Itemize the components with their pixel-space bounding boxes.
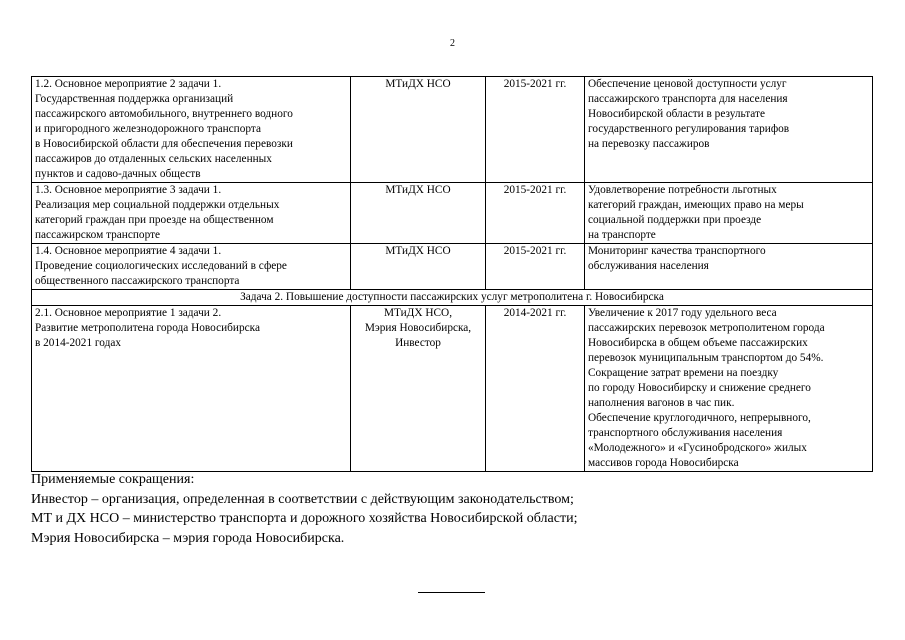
- period-cell: 2015-2021 гг.: [486, 244, 585, 290]
- abbreviation-item: Инвестор – организация, определенная в соответствии с действующим законодательством;: [31, 491, 574, 507]
- abbreviation-item: Мэрия Новосибирска – мэрия города Новосибирска.: [31, 530, 345, 546]
- abbreviations-title: Применяемые сокращения:: [31, 472, 195, 487]
- result-cell: Удовлетворение потребности льготных категорий граждан, имеющих право на меры социальной поддержки при проезде на транспорте: [585, 183, 873, 244]
- activity-name-cell: 1.2. Основное мероприятие 2 задачи 1. Государственная поддержка организаций пассажирского автомобильного, внутреннего водного и пригородного железнодорожного транспорта в Новосибирской области для обеспечения перевозки пассажиров до отдаленных сельских населенных пунктов и садово-дачных обществ: [32, 77, 351, 183]
- page-number: 2: [450, 38, 455, 49]
- table-row: [32, 77, 873, 183]
- activities-table: [31, 76, 873, 472]
- table-row: [32, 244, 873, 290]
- abbreviation-item: МТ и ДХ НСО – министерство транспорта и дорожного хозяйства Новосибирской области;: [31, 511, 578, 526]
- result-cell: Увеличение к 2017 году удельного веса пассажирских перевозок метрополитеном города Новосибирска в общем объеме пассажирских перевозок муниципальным транспортом до 54%. Сокращение затрат времени на поездку по городу Новосибирску и снижение среднего наполнения вагонов в час пик. Обеспечение круглогодичного, непрерывного, транспортного обслуживания населения «Молодежного» и «Гусинобродского» жилых массивов города Новосибирска: [585, 306, 873, 472]
- period-cell: 2015-2021 гг.: [486, 183, 585, 244]
- table-row: [32, 306, 873, 472]
- activity-name-cell: 1.4. Основное мероприятие 4 задачи 1. Проведение социологических исследований в сфере общественного пассажирского транспорта: [32, 244, 351, 290]
- task-2-header: Задача 2. Повышение доступности пассажирских услуг метрополитена г. Новосибирска: [32, 290, 873, 306]
- executor-cell: МТиДХ НСО: [351, 77, 486, 183]
- period-cell: 2014-2021 гг.: [486, 306, 585, 472]
- footer-divider: [418, 592, 485, 593]
- result-cell: Обеспечение ценовой доступности услуг пассажирского транспорта для населения Новосибирской области в результате государственного регулирования тарифов на перевозку пассажиров: [585, 77, 873, 183]
- task-header-row: [32, 290, 873, 306]
- period-cell: 2015-2021 гг.: [486, 77, 585, 183]
- executor-cell: МТиДХ НСО, Мэрия Новосибирска, Инвестор: [351, 306, 486, 472]
- executor-cell: МТиДХ НСО: [351, 244, 486, 290]
- executor-cell: МТиДХ НСО: [351, 183, 486, 244]
- table-row: [32, 183, 873, 244]
- activity-name-cell: 2.1. Основное мероприятие 1 задачи 2. Развитие метрополитена города Новосибирска в 2014-2021 годах: [32, 306, 351, 472]
- abbreviations-block: [31, 470, 577, 548]
- result-cell: Мониторинг качества транспортного обслуживания населения: [585, 244, 873, 290]
- activity-name-cell: 1.3. Основное мероприятие 3 задачи 1. Реализация мер социальной поддержки отдельных категорий граждан при проезде на общественном пассажирском транспорте: [32, 183, 351, 244]
